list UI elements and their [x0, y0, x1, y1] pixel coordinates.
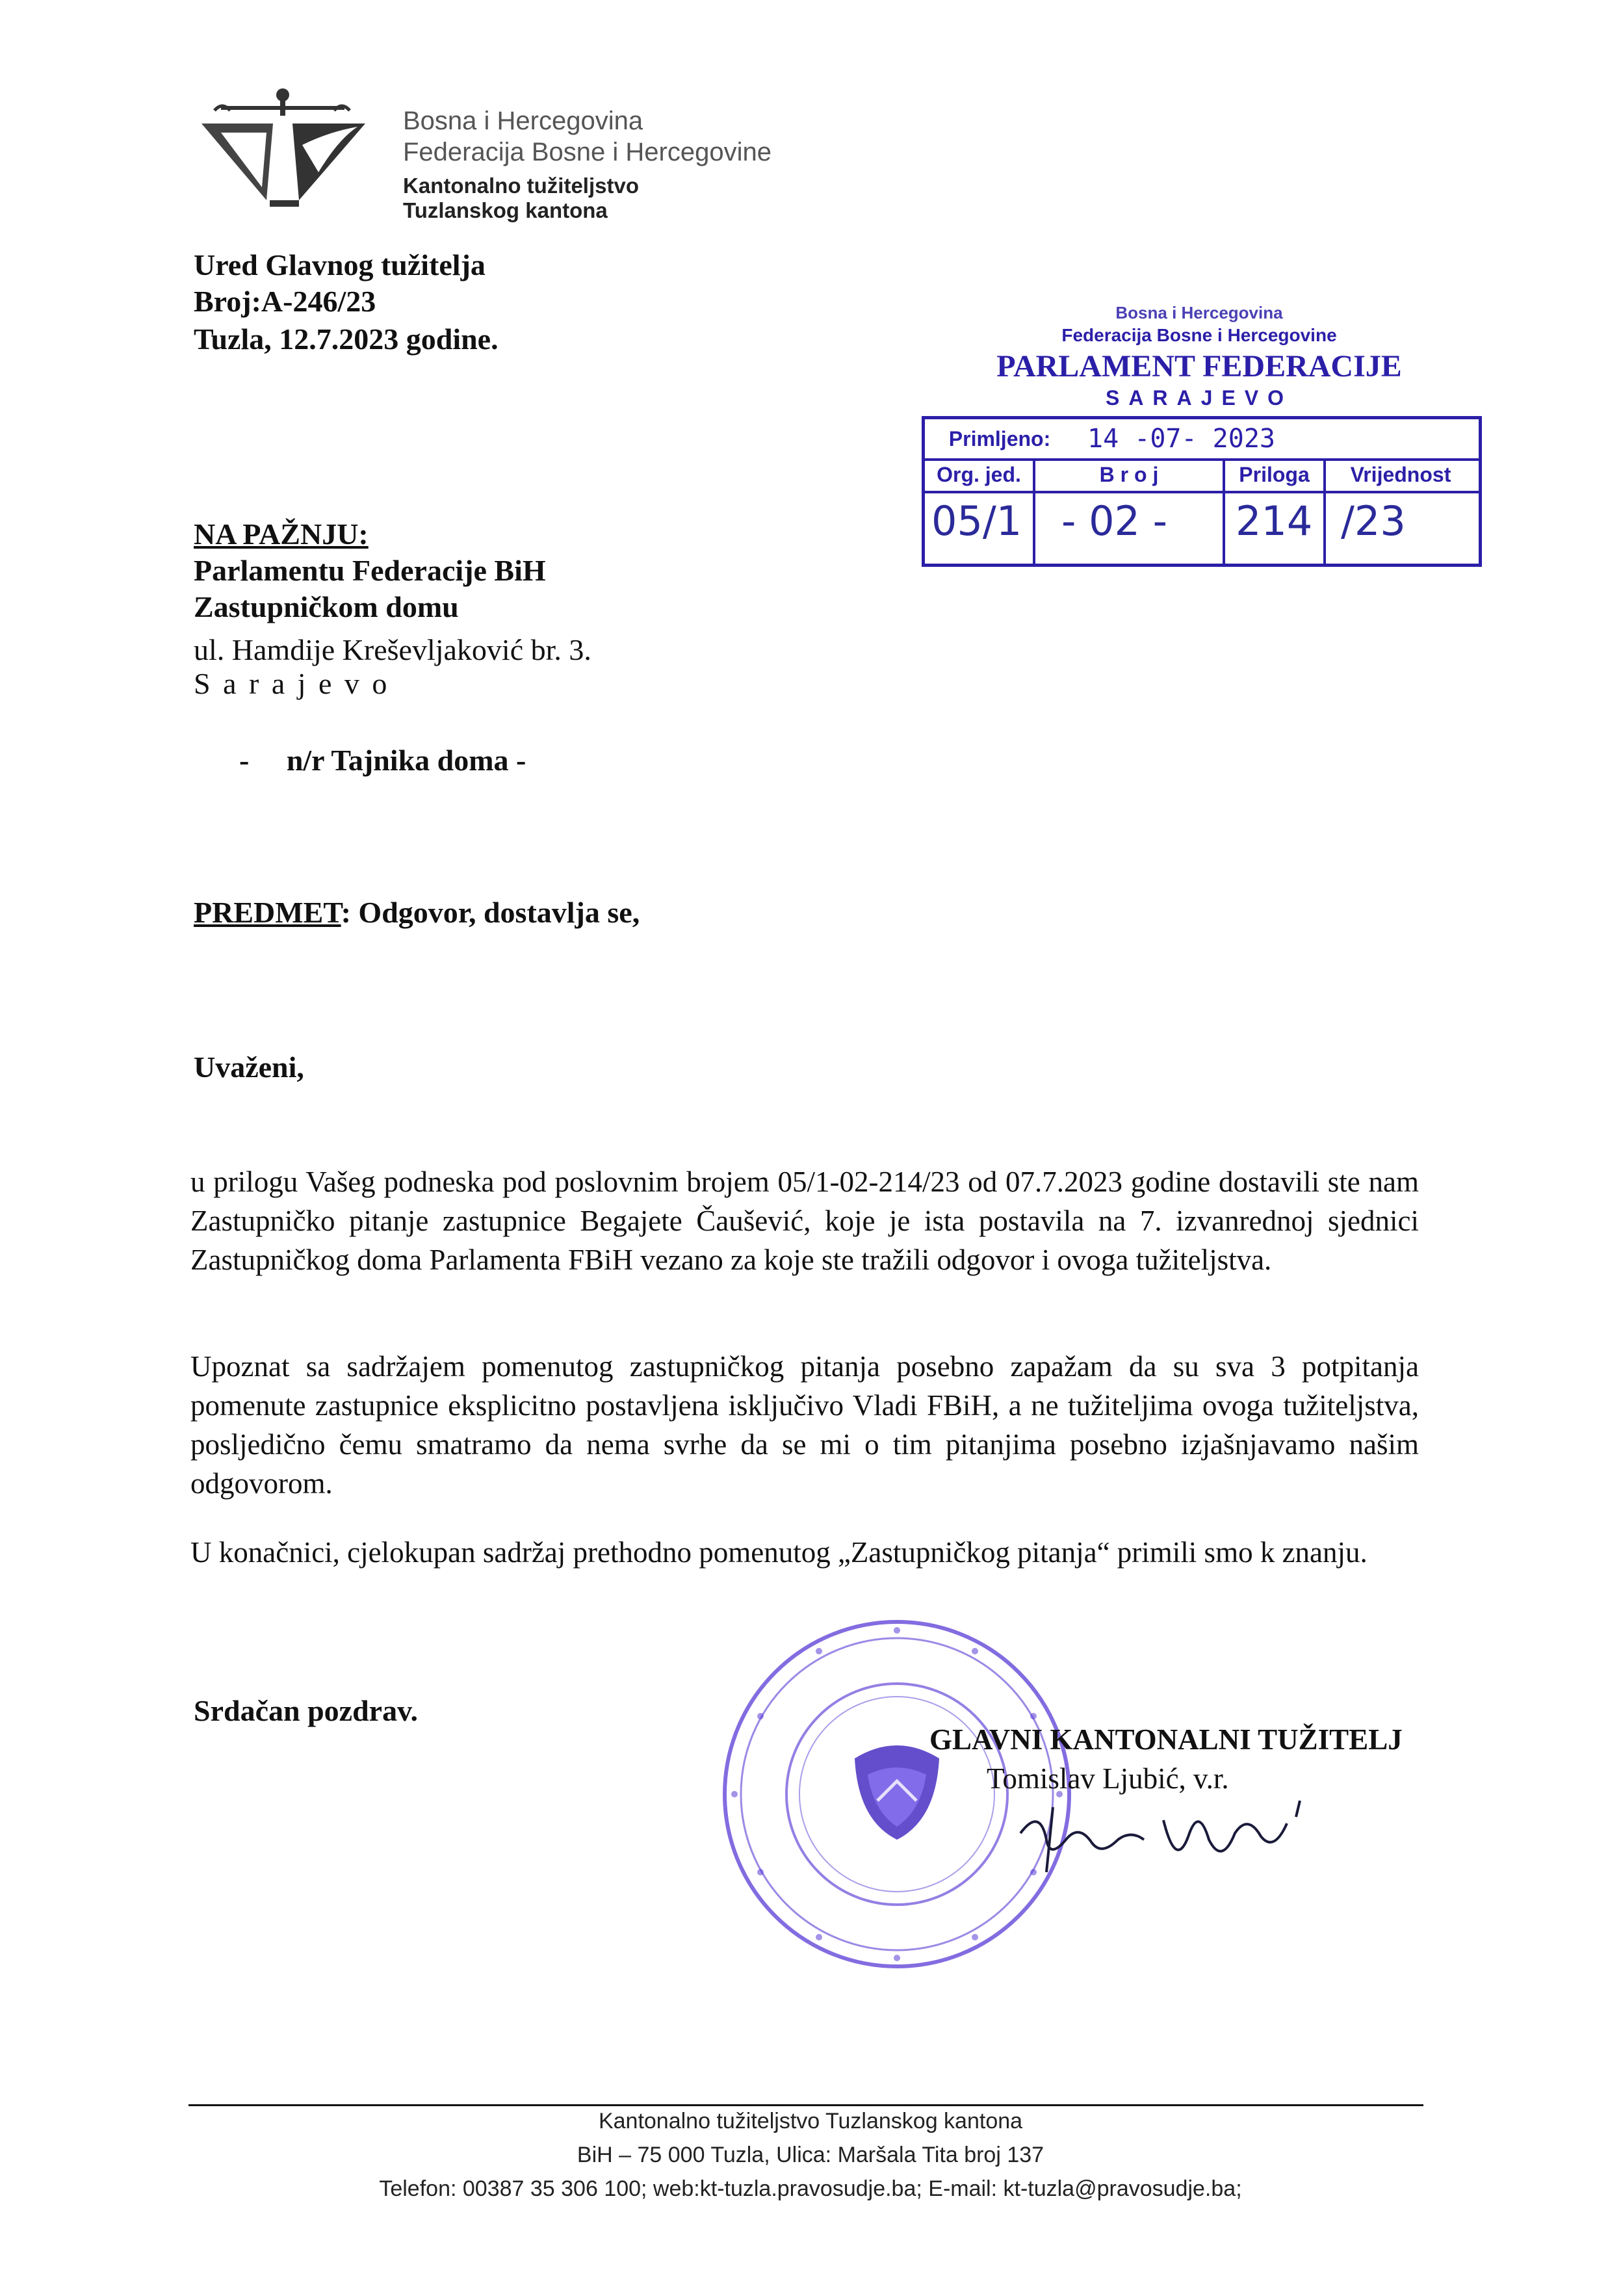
- care-of-line: - n/r Tajnika doma -: [239, 744, 526, 777]
- stamp-col-vrijednost: Vrijednost: [1350, 463, 1451, 486]
- received-stamp: [916, 298, 1482, 584]
- office-name: Ured Glavnog tužitelja: [194, 248, 486, 281]
- institution-logo-icon: [195, 83, 370, 220]
- institution-country: Bosna i Hercegovina: [403, 107, 643, 135]
- footer-address: BiH – 75 000 Tuzla, Ulica: Maršala Tita broj 137: [577, 2143, 1044, 2167]
- footer-institution: Kantonalno tužiteljstvo Tuzlanskog kantona: [598, 2109, 1023, 2133]
- body-paragraph-1: u prilogu Vašeg podneska pod poslovnim brojem 05/1-02-214/23 od 07.7.2023 godine dostavili ste nam Zastupničko pitanje zastupnice Begajete Čaušević, koje je ista postavila na 7. izvanrednoj sjednici Zastupničkog doma Parlamenta FBiH vezano za koje ste tražili odgovor i ovoga tužiteljstva.: [190, 1166, 1419, 1276]
- subject-line: [194, 889, 640, 936]
- recipient-city: S a r a j e v o: [194, 667, 390, 700]
- stamp-value-org: 05/1: [931, 497, 1022, 545]
- recipient-house: Zastupničkom domu: [194, 590, 459, 623]
- attention-label: NA PAŽNJU:: [194, 517, 369, 551]
- stamp-received-label: Primljeno:: [948, 427, 1051, 450]
- closing-greeting: Srdačan pozdrav.: [194, 1694, 419, 1727]
- stamp-title: PARLAMENT FEDERACIJE: [996, 349, 1402, 384]
- stamp-value-priloga: 214: [1236, 497, 1313, 545]
- institution-canton: Tuzlanskog kantona: [403, 198, 608, 222]
- stamp-value-broj: - 02 -: [1061, 497, 1168, 545]
- recipient-street: ul. Hamdije Kreševljaković br. 3.: [194, 633, 591, 666]
- recipient-parliament: Parlamentu Federacije BiH: [194, 554, 546, 587]
- stamp-line-entity: Federacija Bosne i Hercegovine: [1061, 325, 1337, 345]
- stamp-received-date: 14 -07- 2023: [1087, 424, 1275, 454]
- subject-label: PREDMET: [194, 896, 341, 929]
- stamp-col-org: Org. jed.: [925, 458, 1035, 491]
- handwritten-signature-icon: [1014, 1794, 1313, 1879]
- subject-text: : Odgovor, dostavlja se,: [341, 896, 640, 929]
- salutation: Uvaženi,: [194, 1050, 304, 1084]
- institution-name: Kantonalno tužiteljstvo: [403, 174, 639, 198]
- stamp-grid: [922, 416, 1482, 567]
- stamp-col-broj: B r o j: [1035, 458, 1225, 491]
- reference-number: Broj:A-246/23: [194, 285, 376, 318]
- body-paragraph-3: U konačnici, cjelokupan sadržaj prethodno pomenutog „Zastupničkog pitanja“ primili smo k znanju.: [190, 1536, 1368, 1569]
- signatory-name: Tomislav Ljubić, v.r.: [987, 1762, 1229, 1795]
- place-date: Tuzla, 12.7.2023 godine.: [194, 322, 499, 356]
- institution-entity: Federacija Bosne i Hercegovine: [403, 138, 772, 166]
- stamp-value-vrijednost: /23: [1341, 497, 1406, 545]
- footer-contact: Telefon: 00387 35 306 100; web:kt-tuzla.pravosudje.ba; E-mail: kt-tuzla@pravosudje.ba;: [379, 2176, 1242, 2201]
- stamp-line-country: Bosna i Hercegovina: [1115, 303, 1283, 322]
- stamp-col-priloga: Priloga: [1225, 458, 1326, 491]
- body-paragraph-2: Upoznat sa sadržajem pomenutog zastupničkog pitanja posebno zapažam da su sva 3 potpitanja pomenute zastupnice eksplicitno postavljena isključivo Vladi FBiH, a ne tužiteljima ovoga tužiteljstva, posljedično čemu smatramo da nema svrhe da se mi o tim pitanjima posebno izjašnjavamo našim odgovorom.: [190, 1350, 1419, 1500]
- signatory-title: GLAVNI KANTONALNI TUŽITELJ: [929, 1723, 1403, 1756]
- stamp-city: SARAJEVO: [1105, 386, 1293, 410]
